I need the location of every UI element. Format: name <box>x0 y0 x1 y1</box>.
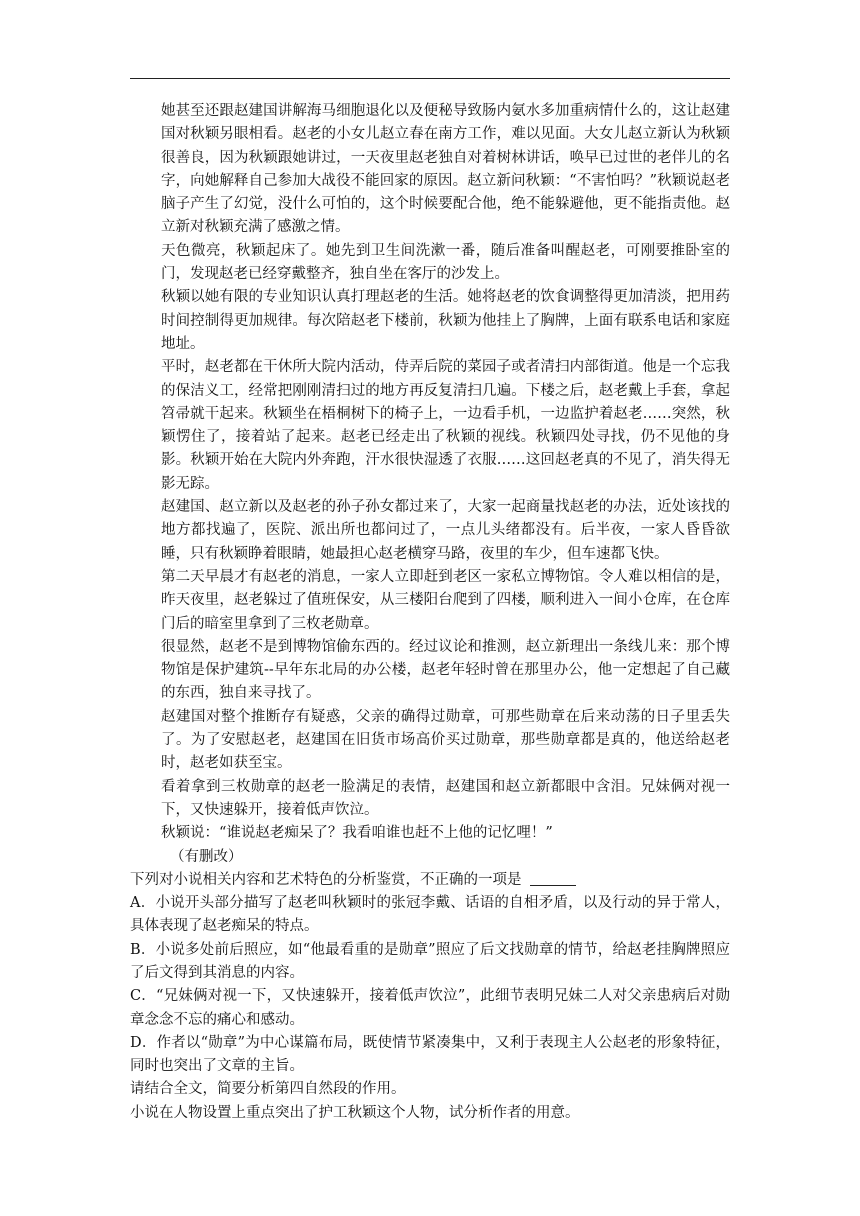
source-note: （有删改） <box>170 848 243 865</box>
story-paragraph-7: 很显然，赵老不是到博物馆偷东西的。经过议论和推测，赵立新理出一条线儿来：那个博物馆是保护建筑--早年东北局的办公楼，赵老年轻时曾在那里办公，他一定想起了自己藏的东西，独自来寻找了。 <box>161 638 730 702</box>
story-paragraph-10: 秋颖说：“谁说赵老痴呆了？我看咱谁也赶不上他的记忆哩！” <box>161 825 553 842</box>
option-a: A．小说开头部分描写了赵老叫秋颖时的张冠李戴、话语的自相矛盾，以及行动的异于常人，具体表现了赵老痴呆的特点。 <box>130 895 730 935</box>
question-3: 小说在人物设置上重点突出了护工秋颖这个人物，试分析作者的用意。 <box>130 1104 580 1121</box>
story-paragraph-2: 天色微亮，秋颖起床了。她先到卫生间洗漱一番，随后准备叫醒赵老，可刚要推卧室的门，发现赵老已经穿戴整齐，独自坐在客厅的沙发上。 <box>161 242 730 283</box>
story-paragraph-1: 她甚至还跟赵建国讲解海马细胞退化以及便秘导致肠内氨水多加重病情什么的，这让赵建国对秋颖另眼相看。赵老的小女儿赵立春在南方工作，难以见面。大女儿赵立新认为秋颖很善良，因为秋颖跟她讲过，一天夜里赵老独自对着树林讲话，唤早已过世的老伴儿的名字，向她解释自己参加大战役不能回家的原因。赵立新问秋颖：“不害怕吗？”秋颖说赵老脑子产生了幻觉，没什么可怕的，这个时候要配合他，绝不能躲避他，更不能指责他。赵立新对秋颖充满了感激之情。 <box>161 103 730 236</box>
option-d: D．作者以“勋章”为中心谋篇布局，既使情节紧凑集中，又利于表现主人公赵老的形象特征，同时也突出了文章的主旨。 <box>130 1034 730 1075</box>
answer-blank[interactable] <box>530 871 576 886</box>
question-2: 请结合全文，简要分析第四自然段的作用。 <box>130 1081 406 1098</box>
question-1-text: 下列对小说相关内容和艺术特色的分析鉴赏，不正确的一项是 <box>130 871 522 888</box>
story-paragraph-3: 秋颖以她有限的专业知识认真打理赵老的生活。她将赵老的饮食调整得更加清淡，把用药时间控制得更加规律。每次陪赵老下楼前，秋颖为他挂上了胸牌，上面有联系电话和家庭地址。 <box>161 289 730 352</box>
story-paragraph-9: 看着拿到三枚勋章的赵老一脸满足的表情，赵建国和赵立新都眼中含泪。兄妹俩对视一下，又快速躲开，接着低声饮泣。 <box>161 778 730 818</box>
document-page <box>130 100 730 1125</box>
story-paragraph-5: 赵建国、赵立新以及赵老的孙子孙女都过来了，大家一起商量找赵老的办法，近处该找的地方都找遍了，医院、派出所也都问过了，一点儿头绪都没有。后半夜，一家人昏昏欲睡，只有秋颖睁着眼睛，她最担心赵老横穿马路，夜里的车少，但车速都飞快。 <box>161 499 730 562</box>
question-1-stem <box>130 869 730 892</box>
option-c: C．“兄妹俩对视一下，又快速躲开，接着低声饮泣”，此细节表明兄妹二人对父亲患病后对勋章念念不忘的痛心和感动。 <box>130 988 730 1028</box>
option-b: B．小说多处前后照应，如“他最看重的是勋章”照应了后文找勋章的情节，给赵老挂胸牌照应了后文得到其消息的内容。 <box>130 941 730 981</box>
header-rule <box>130 78 730 79</box>
story-paragraph-4: 平时，赵老都在干休所大院内活动，侍弄后院的菜园子或者清扫内部街道。他是一个忘我的保洁义工，经常把刚刚清扫过的地方再反复清扫几遍。下楼之后，赵老戴上手套，拿起笤帚就干起来。秋颖坐在梧桐树下的椅子上，一边看手机，一边监护着赵老……突然，秋颖愣住了，接着站了起来。赵老已经走出了秋颖的视线。秋颖四处寻找，仍不见他的身影。秋颖开始在大院内外奔跑，汗水很快湿透了衣服……这回赵老真的不见了，消失得无影无踪。 <box>161 359 730 492</box>
story-paragraph-8: 赵建国对整个推断存有疑惑，父亲的确得过勋章，可那些勋章在后来动荡的日子里丢失了。为了安慰赵老，赵建国在旧货市场高价买过勋章，那些勋章都是真的，他送给赵老时，赵老如获至宝。 <box>161 708 730 772</box>
story-paragraph-6: 第二天早晨才有赵老的消息，一家人立即赶到老区一家私立博物馆。令人难以相信的是，昨天夜里，赵老躲过了值班保安，从三楼阳台爬到了四楼，顺利进入一间小仓库，在仓库门后的暗室里拿到了三枚老勋章。 <box>161 568 730 632</box>
